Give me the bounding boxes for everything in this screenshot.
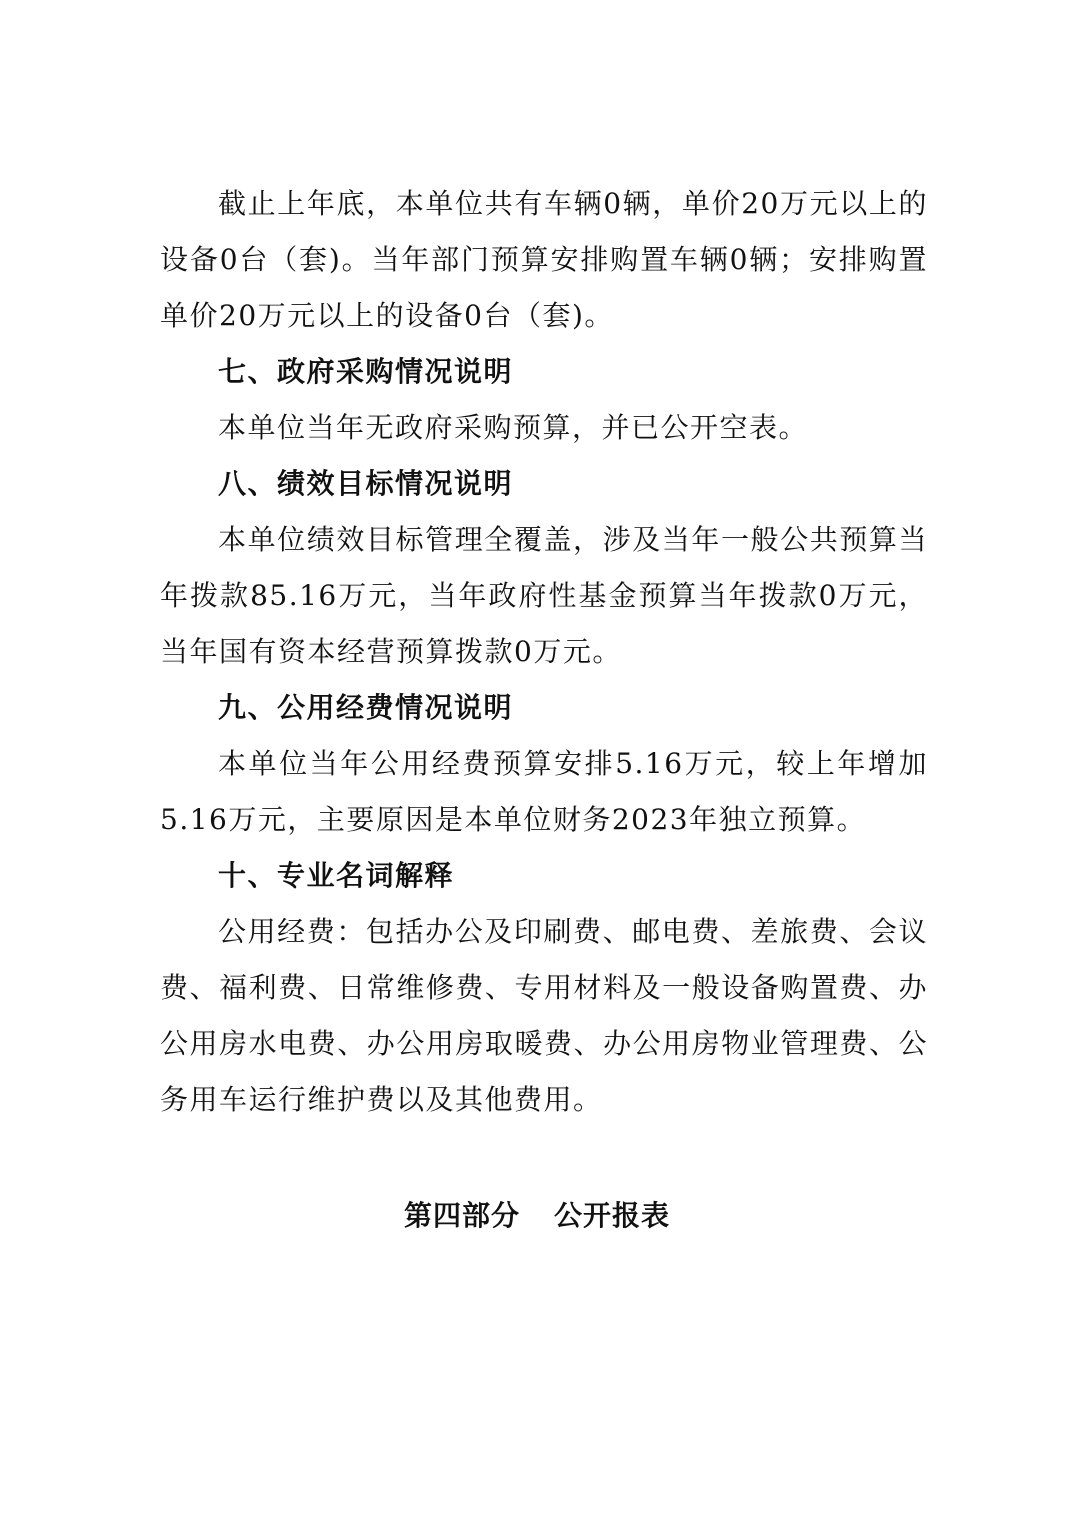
paragraph-public-funds: 本单位当年公用经费预算安排5.16万元，较上年增加5.16万元，主要原因是本单位财务2023年独立预算。 [160, 747, 928, 836]
part-title [0, 1192, 1074, 1240]
heading-performance-targets: 八、绩效目标情况说明 [218, 467, 514, 500]
heading-government-procurement: 七、政府采购情况说明 [218, 355, 514, 388]
paragraph-vehicles-equipment: 截止上年底，本单位共有车辆0辆，单价20万元以上的设备0台（套)。当年部门预算安排购置车辆0辆；安排购置单价20万元以上的设备0台（套)。 [160, 187, 928, 332]
part-title-name: 公开报表 [554, 1199, 671, 1232]
document-body [160, 176, 928, 1128]
paragraph-glossary: 公用经费：包括办公及印刷费、邮电费、差旅费、会议费、福利费、日常维修费、专用材料及一般设备购置费、办公用房水电费、办公用房取暖费、办公用房物业管理费、公务用车运行维护费以及其他费用。 [160, 915, 928, 1116]
paragraph-performance-targets: 本单位绩效目标管理全覆盖，涉及当年一般公共预算当年拨款85.16万元，当年政府性基金预算当年拨款0万元，当年国有资本经营预算拨款0万元。 [160, 523, 928, 668]
part-title-number: 第四部分 [403, 1199, 520, 1232]
heading-glossary: 十、专业名词解释 [218, 859, 455, 892]
paragraph-government-procurement: 本单位当年无政府采购预算，并已公开空表。 [218, 411, 809, 444]
heading-public-funds: 九、公用经费情况说明 [218, 691, 514, 724]
